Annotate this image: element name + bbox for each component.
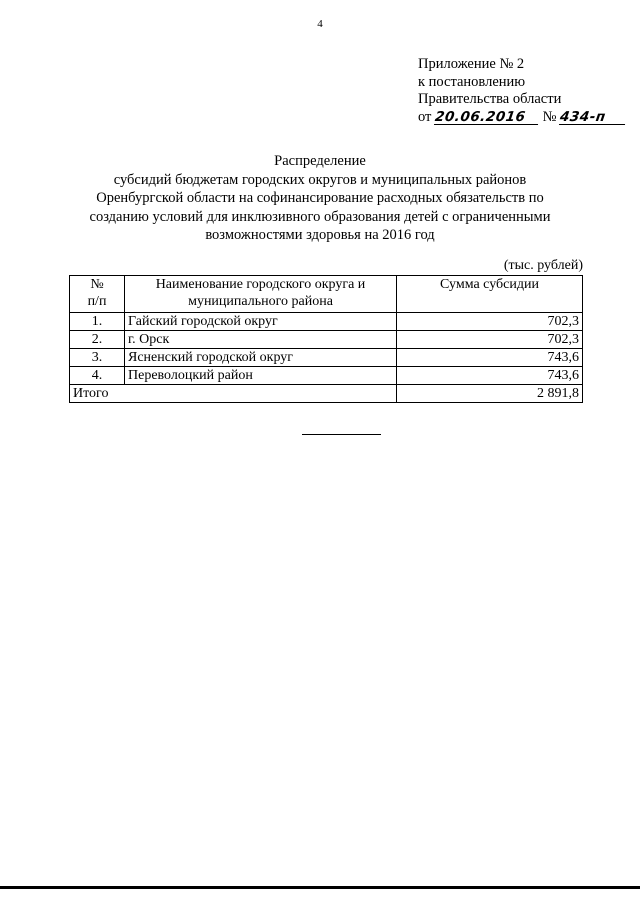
title-heading: Распределение — [274, 153, 366, 169]
table-header-row — [70, 276, 583, 313]
header-num — [70, 276, 125, 313]
appendix-line-1: Приложение № 2 — [418, 56, 525, 72]
from-label: от — [418, 108, 432, 125]
row-name: Ясненский городской округ — [125, 349, 397, 367]
appendix-date-line — [418, 109, 626, 127]
total-sum: 2 891,8 — [397, 385, 583, 403]
title-line-2: Оренбургской области на софинансирование расходных обязательств по — [96, 190, 544, 206]
total-label: Итого — [70, 385, 397, 403]
appendix-line-2: к постановлению — [418, 73, 526, 90]
distribution-table — [69, 275, 583, 403]
table-row — [70, 349, 583, 367]
table-row — [70, 367, 583, 385]
row-num: 1. — [70, 313, 125, 331]
row-num: 3. — [70, 349, 125, 367]
row-name: г. Орск — [125, 331, 397, 349]
table-row — [70, 313, 583, 331]
row-sum: 743,6 — [397, 367, 583, 385]
appendix-header — [418, 56, 626, 126]
appendix-line-3: Правительства области — [418, 91, 562, 107]
handwritten-date: 20.06.2016 — [434, 110, 540, 125]
page-number: 4 — [317, 18, 323, 30]
header-name-line-1: Наименование городского округа и — [155, 277, 366, 292]
header-num-line-1: № — [90, 277, 104, 292]
title-line-1: субсидий бюджетам городских округов и муниципальных районов — [113, 171, 527, 188]
row-num: 2. — [70, 331, 125, 349]
divider-line — [302, 434, 381, 435]
header-num-line-2: п/п — [87, 294, 107, 309]
handwritten-number: 434-п — [559, 110, 627, 125]
row-num: 4. — [70, 367, 125, 385]
document-title — [60, 152, 580, 245]
header-name — [125, 276, 397, 313]
row-sum: 702,3 — [397, 313, 583, 331]
total-row — [70, 385, 583, 403]
number-label: № — [542, 108, 557, 125]
scan-bottom-border — [0, 886, 640, 889]
header-sum: Сумма субсидии — [397, 276, 583, 313]
row-name: Гайский городской округ — [125, 313, 397, 331]
row-name: Переволоцкий район — [125, 367, 397, 385]
row-sum: 702,3 — [397, 331, 583, 349]
table-row — [70, 331, 583, 349]
row-sum: 743,6 — [397, 349, 583, 367]
title-line-4: возможностями здоровья на 2016 год — [205, 227, 435, 243]
title-line-3: созданию условий для инклюзивного образования детей с ограниченными — [89, 208, 551, 225]
header-name-line-2: муниципального района — [188, 294, 333, 309]
units-label: (тыс. рублей) — [503, 258, 583, 273]
